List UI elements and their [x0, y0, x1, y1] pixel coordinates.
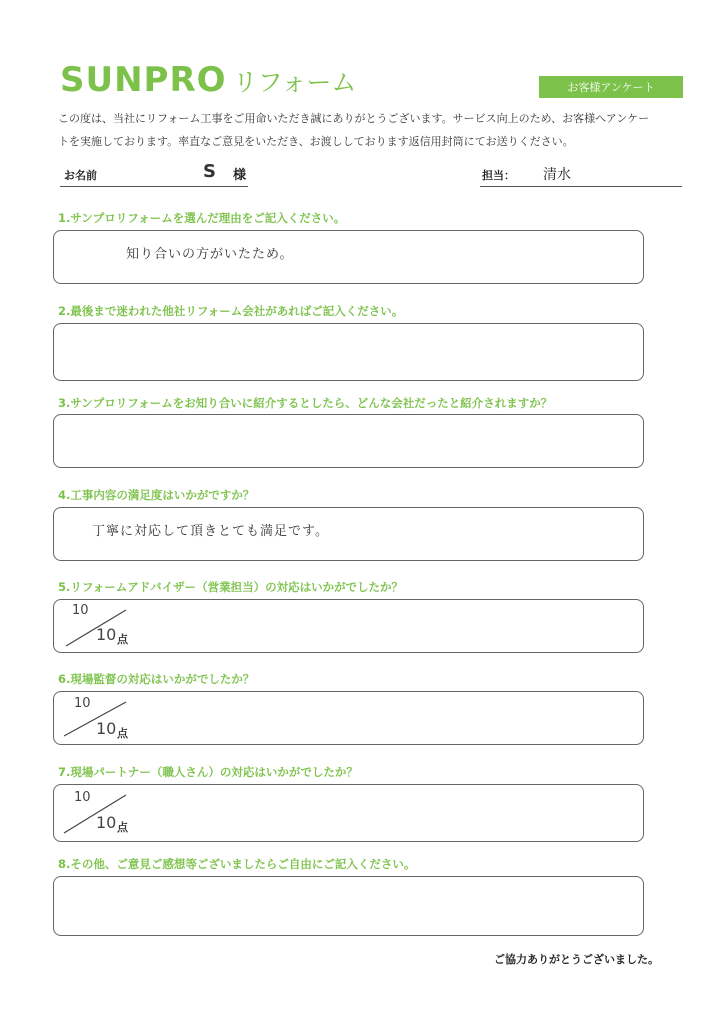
answer-1-text: 知り合いの方がいたため。 — [126, 247, 294, 262]
staff-value: 清水 — [543, 167, 571, 183]
answer-box-8 — [53, 876, 644, 936]
question-4-label: 4.工事内容の満足度はいかがですか？ — [58, 488, 255, 502]
logo-main-text: SUNPRO — [60, 60, 227, 100]
name-value: S — [203, 161, 216, 182]
survey-badge: お客様アンケート — [539, 76, 683, 98]
answer-box-1 — [53, 230, 644, 284]
name-suffix: 様 — [233, 168, 247, 183]
score-7-unit: 点 — [117, 821, 128, 834]
question-1-label: 1.サンプロリフォームを選んだ理由をご記入ください。 — [58, 211, 346, 225]
score-6-value: 10 — [96, 719, 117, 738]
sunpro-logo — [60, 60, 356, 100]
score-box-6 — [53, 691, 644, 745]
staff-label: 担当： — [482, 169, 515, 182]
question-7-label: 7.現場パートナー（職人さん）の対応はいかがでしたか？ — [58, 765, 358, 779]
question-6-label: 6.現場監督の対応はいかがでしたか？ — [58, 672, 255, 686]
score-5-value: 10 — [96, 625, 117, 644]
customer-name-field — [60, 160, 248, 187]
score-7-handwritten: 10 — [74, 790, 91, 805]
question-2-label: 2.最後まで迷われた他社リフォーム会社があればご記入ください。 — [58, 304, 404, 318]
question-3-label: 3.サンプロリフォームをお知り合いに紹介するとしたら、どんな会社だったと紹介されますか？ — [58, 396, 553, 410]
score-6-handwritten: 10 — [74, 696, 91, 711]
score-5-handwritten: 10 — [72, 603, 89, 618]
question-5-label: 5.リフォームアドバイザー（営業担当）の対応はいかがでしたか？ — [58, 580, 404, 594]
score-slash-6 — [54, 692, 643, 744]
intro-line-1: この度は、当社にリフォーム工事をご用命いただき誠にありがとうございます。サービス向上のため、お客様へアンケー — [58, 112, 650, 125]
score-7-value: 10 — [96, 813, 117, 832]
intro-text — [58, 107, 688, 153]
score-slash-5 — [54, 600, 643, 652]
score-box-5 — [53, 599, 644, 653]
score-slash-7 — [54, 785, 643, 841]
score-box-7 — [53, 784, 644, 842]
answer-box-3 — [53, 414, 644, 468]
intro-line-2: トを実施しております。率直なご意見をいただき、お渡ししております返信用封筒にてお送りください。 — [58, 135, 574, 148]
logo-sub-text: リフォーム — [232, 68, 357, 97]
answer-box-4 — [53, 507, 644, 561]
staff-field — [480, 160, 682, 187]
score-6-unit: 点 — [117, 727, 128, 740]
answer-4-text: 丁寧に対応して頂きとても満足です。 — [92, 524, 329, 539]
question-8-label: 8.その他、ご意見ご感想等ございましたらご自由にご記入ください。 — [58, 857, 416, 871]
name-label: お名前 — [64, 169, 97, 182]
answer-box-2 — [53, 323, 644, 381]
score-5-unit: 点 — [117, 633, 128, 646]
closing-text: ご協力ありがとうございました。 — [494, 953, 659, 966]
